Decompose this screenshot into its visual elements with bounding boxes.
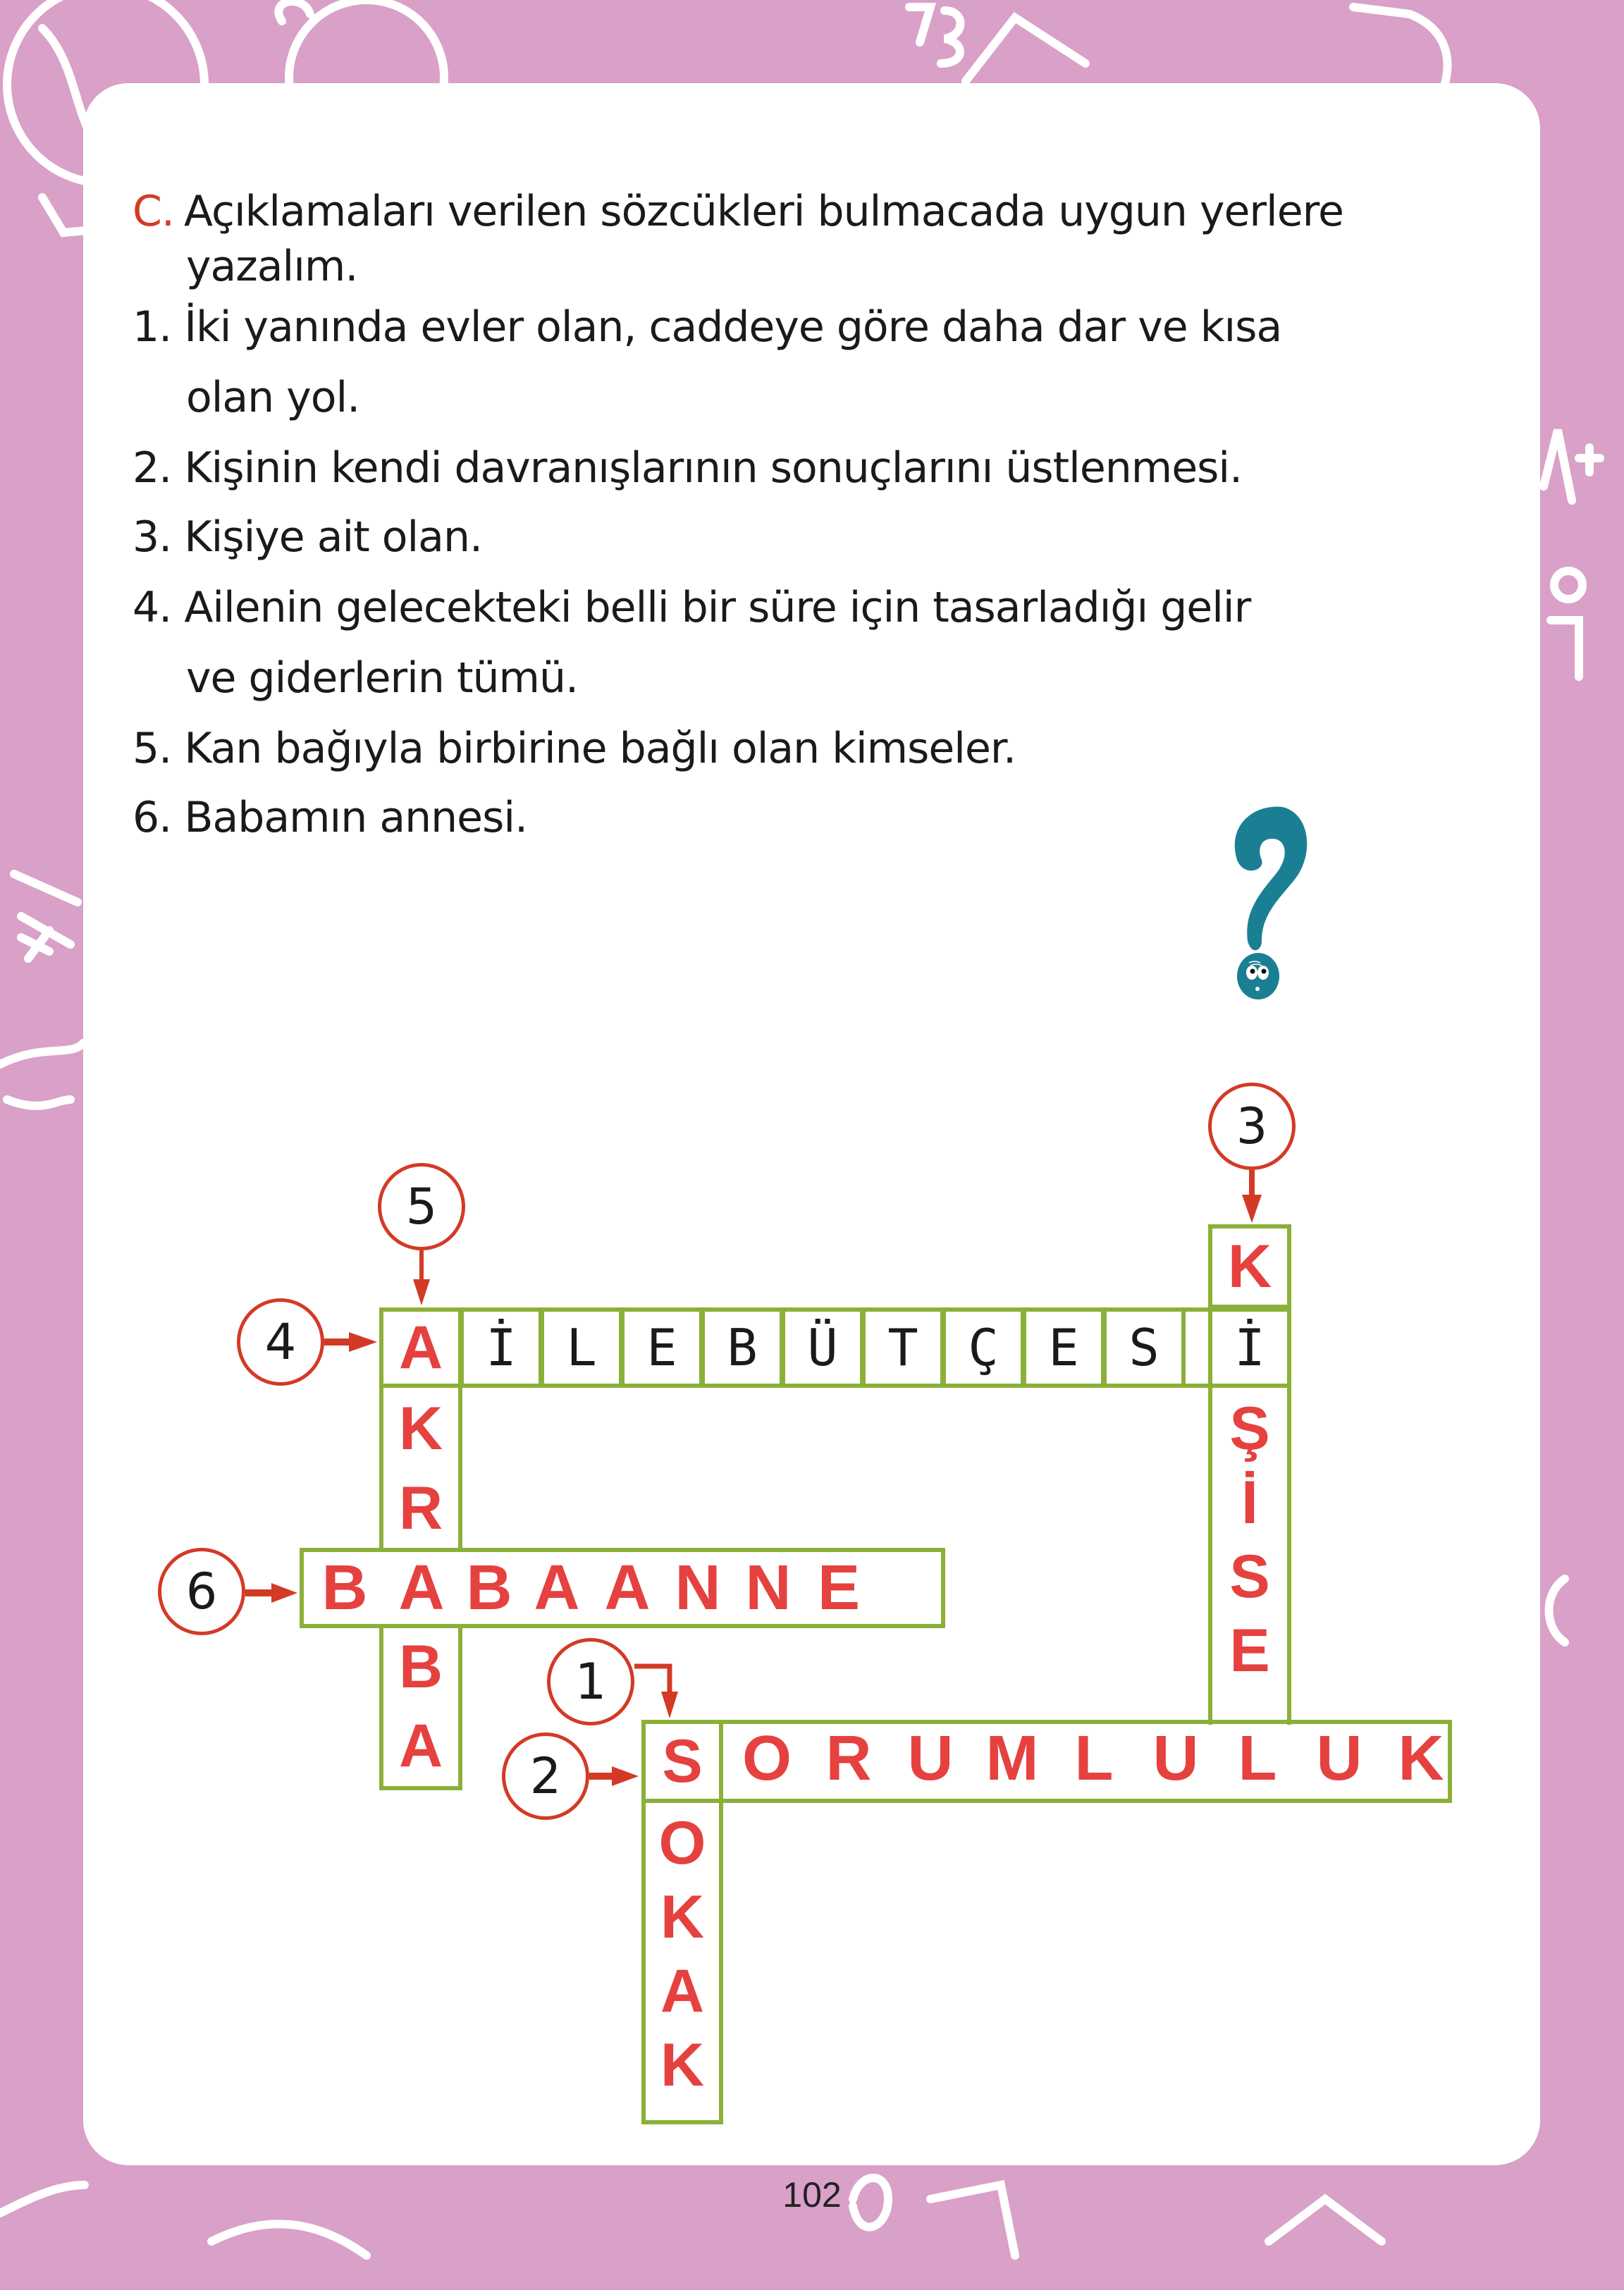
arrow-down-icon [413,1250,430,1305]
heading-line-2: yazalım. [186,242,358,291]
crossword-cell[interactable]: B [321,1552,368,1623]
clue-4-continued: ve giderlerin tümü. [186,653,579,703]
crossword-cell[interactable]: U [907,1723,954,1794]
crossword-cell[interactable]: Ç [942,1307,1025,1388]
crossword-cell[interactable]: R [398,1474,443,1542]
crossword-cell[interactable]: O [658,1809,706,1877]
crossword-cell[interactable]: Ş [1229,1395,1270,1463]
crossword-cell[interactable]: B [466,1552,512,1623]
crossword-cell[interactable]: İ [1241,1469,1258,1537]
clue-marker-5: 5 [378,1163,465,1250]
crossword-cell[interactable]: S [1229,1543,1270,1611]
crossword-cell[interactable]: Ü [781,1307,864,1388]
crossword-cell[interactable]: L [1074,1723,1114,1794]
crossword-cell[interactable]: K [398,1394,443,1463]
clue-marker-3: 3 [1208,1083,1296,1170]
arrow-right-icon [589,1766,639,1786]
crossword-cell[interactable]: K [1398,1723,1444,1794]
crossword-cell[interactable]: İ [460,1307,543,1388]
crossword-cell[interactable]: A [398,1711,443,1780]
crossword-cell[interactable]: A [398,1552,445,1623]
clue-1-continued: olan yol. [186,373,360,422]
clue-marker-2: 2 [502,1732,589,1820]
section-letter: C. [133,187,174,236]
arrow-right-icon [324,1332,377,1352]
crossword-cell[interactable]: U [1152,1723,1199,1794]
crossword-cell[interactable]: K [660,1883,705,1951]
crossword-cell[interactable]: S [641,1720,723,1803]
clue-number: 4. [133,583,172,632]
crossword-cell[interactable]: T [861,1307,945,1388]
crossword-cell[interactable]: E [1229,1617,1270,1685]
clue-marker-1: 1 [547,1638,634,1725]
crossword-cell[interactable]: B [701,1307,784,1388]
clue-number: 5. [133,724,172,773]
crossword-cell[interactable]: E [620,1307,703,1388]
clue-text: Babamın annesi. [184,793,528,842]
clue-number: 2. [133,443,172,493]
clue-number: 1. [133,302,172,352]
arrow-right-icon [245,1583,297,1603]
crossword-cell[interactable]: U [1316,1723,1362,1794]
crossword-cell[interactable]: L [540,1307,623,1388]
clue-text: İki yanında evler olan, caddeye göre daha dar ve kısa [184,302,1282,352]
crossword-cell[interactable]: A [660,1957,705,2025]
crossword-cell[interactable]: L [1238,1723,1277,1794]
crossword-cell[interactable]: A [604,1552,651,1623]
clue-marker-4: 4 [237,1298,324,1386]
clue-text: Ailenin gelecekteki belli bir süre için tasarladığı gelir [184,583,1251,632]
crossword-cell[interactable]: B [398,1632,443,1701]
crossword-cell[interactable]: E [1022,1307,1105,1388]
clue-text: Kişiye ait olan. [184,512,483,562]
arrow-down-icon [1242,1170,1262,1223]
clue-number: 3. [133,512,172,562]
clue-text: Kan bağıyla birbirine bağlı olan kimseler. [184,724,1016,773]
crossword-cell[interactable]: O [742,1723,792,1794]
heading-line-1: Açıklamaları verilen sözcükleri bulmacada uygun yerlere [183,187,1343,236]
crossword-cell[interactable]: S [1102,1307,1186,1388]
clue-number: 6. [133,793,172,842]
arrow-elbow-down-icon [634,1666,678,1718]
crossword-cell[interactable]: K [1208,1224,1291,1309]
clue-marker-6: 6 [158,1548,245,1635]
page-number: 102 [782,2175,842,2215]
crossword-cell[interactable]: E [817,1552,861,1623]
crossword-cell[interactable]: K [660,2031,705,2099]
crossword-cell[interactable]: A [534,1552,580,1623]
crossword-cell[interactable]: İ [1208,1307,1291,1388]
crossword-cell[interactable]: R [825,1723,872,1794]
crossword-cell[interactable]: N [745,1552,792,1623]
crossword-cell[interactable]: A [379,1307,462,1388]
crossword-cell[interactable]: M [985,1723,1039,1794]
clue-text: Kişinin kendi davranışlarının sonuçlarını üstlenmesi. [184,443,1243,493]
crossword-cell[interactable]: N [675,1552,721,1623]
